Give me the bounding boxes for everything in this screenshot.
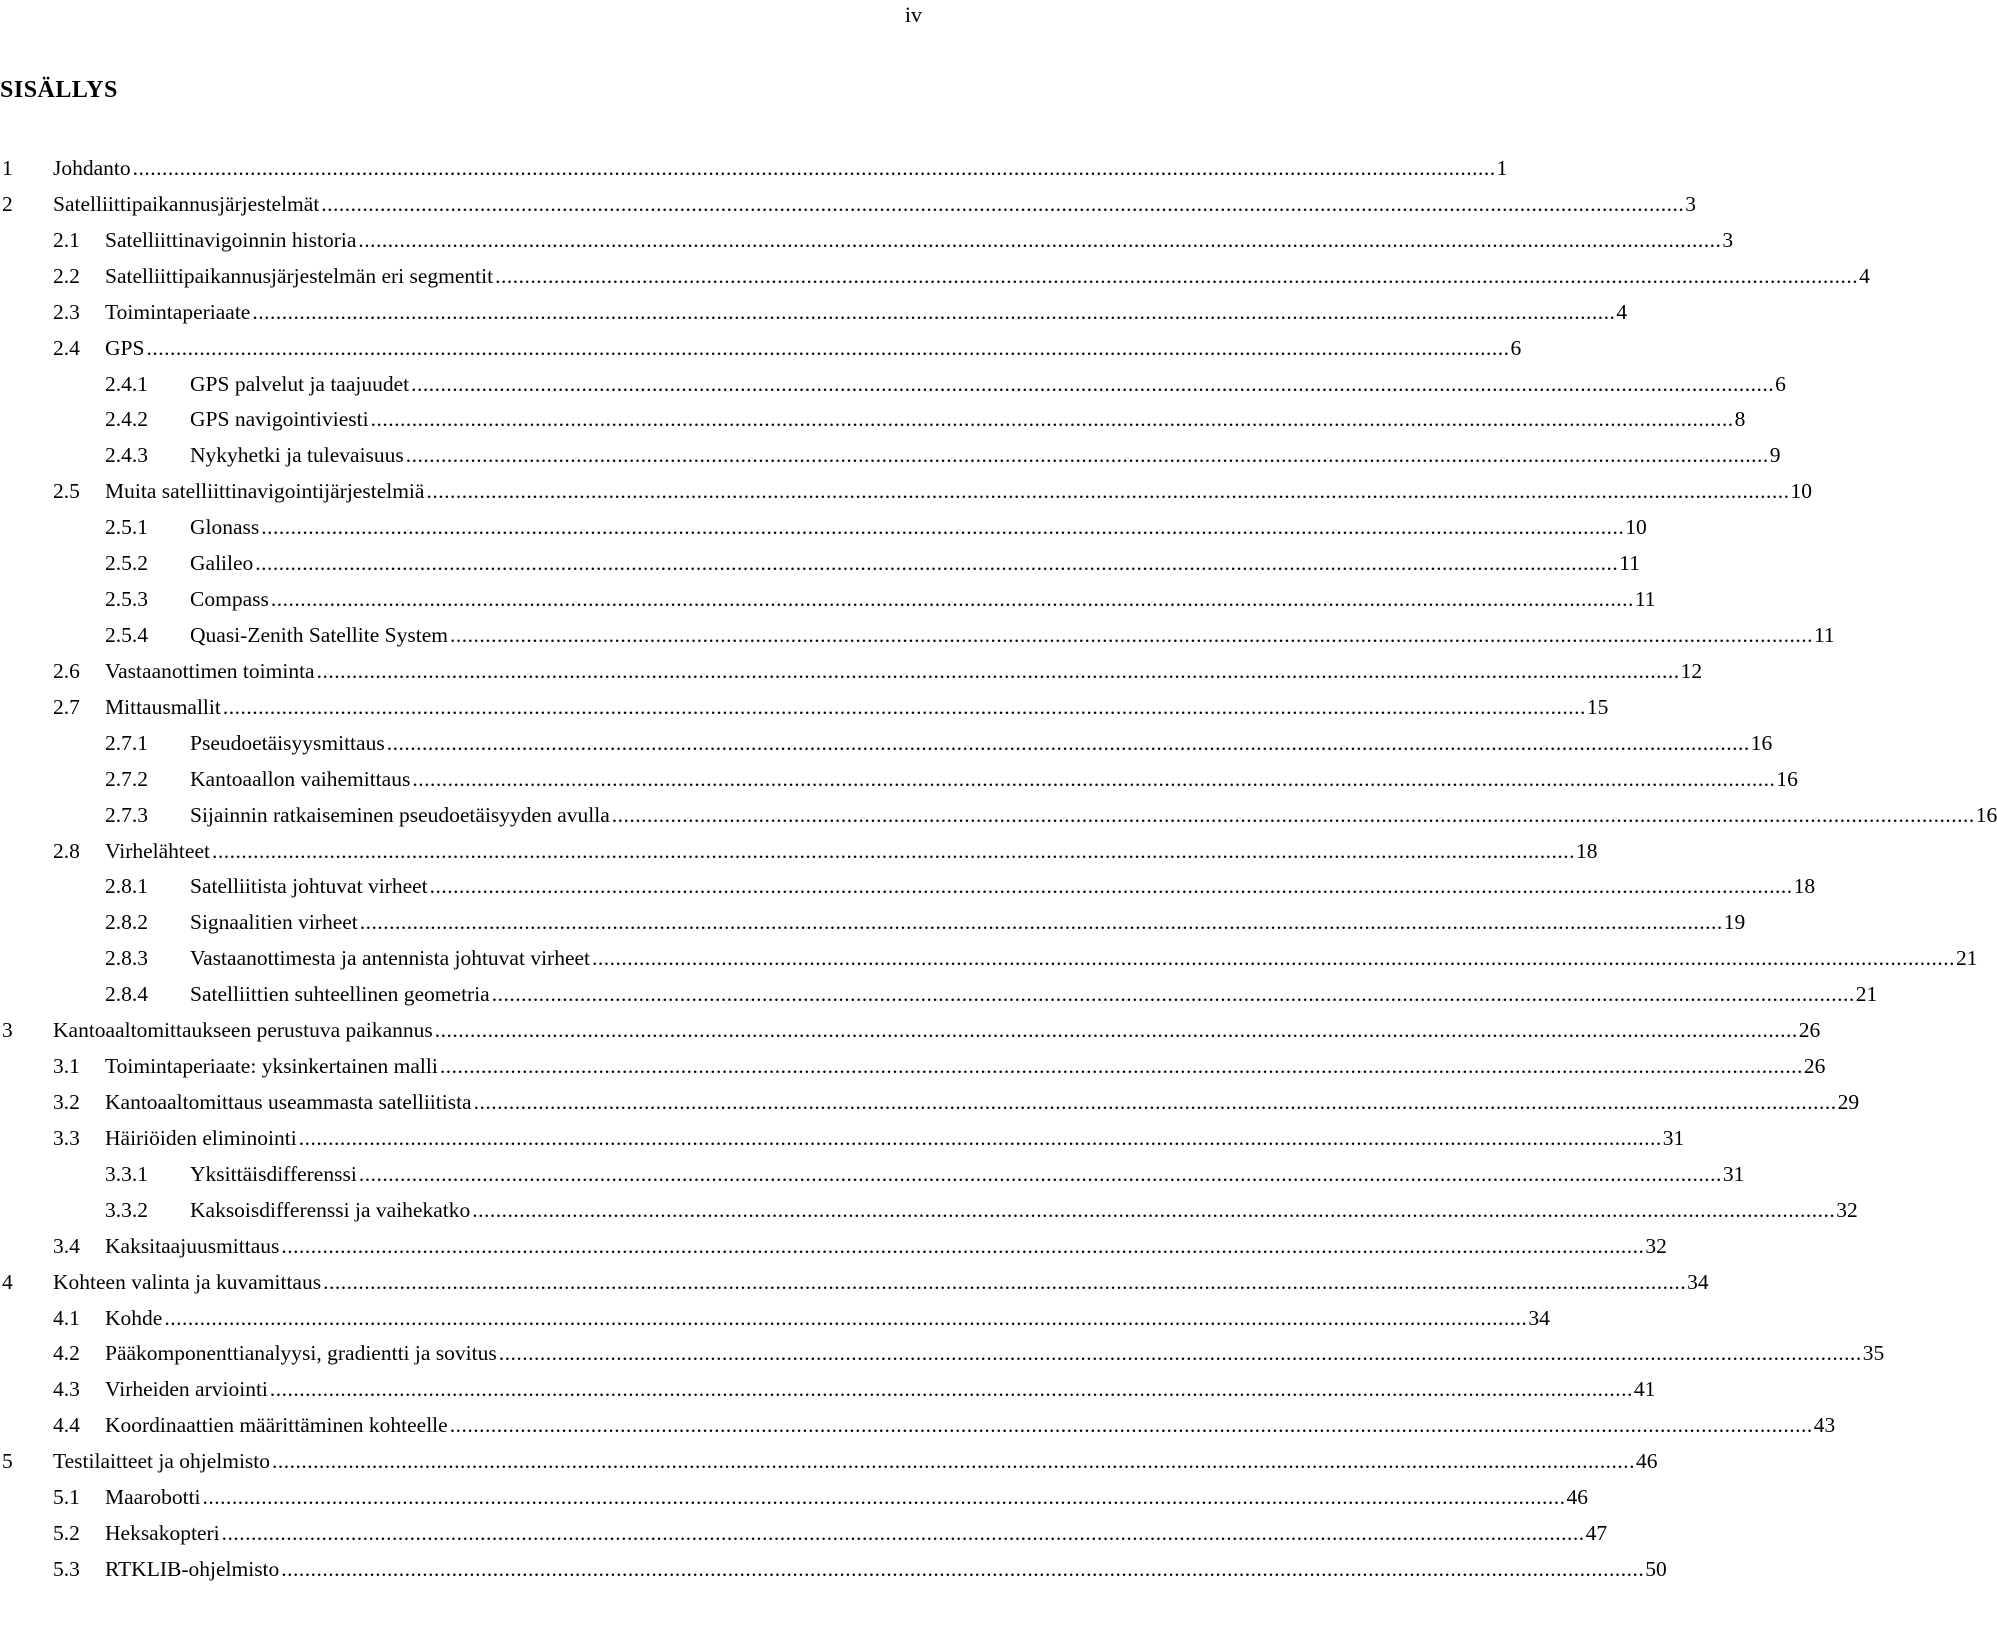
toc-entry-row (105, 333, 1522, 363)
dot-leader: ........................................................................................................................................................................................................................................ (411, 371, 1775, 396)
toc-entry (0, 764, 1798, 800)
toc-entry-title: Testilaitteet ja ohjelmisto (53, 1449, 271, 1474)
toc-entry-row (105, 1374, 1656, 1404)
toc-entry-title: Signaalitien virheet (190, 910, 358, 935)
toc-entry-number: 2.5 (53, 479, 80, 504)
toc-entry-title: Galileo (190, 551, 254, 576)
toc-entry-title: Kantoaaltomittaukseen perustuva paikannus (53, 1018, 433, 1043)
toc-entry-row (105, 225, 1734, 255)
toc-entry-number: 3.3 (53, 1125, 80, 1150)
page-title: SISÄLLYS (0, 77, 118, 103)
dot-leader: ........................................................................................................................................................................................................................................ (281, 1556, 1645, 1581)
dot-leader: ........................................................................................................................................................................................................................................ (298, 1125, 1662, 1150)
dot-leader: ........................................................................................................................................................................................................................................ (316, 658, 1680, 683)
toc-entry-page: 29 (1837, 1089, 1860, 1114)
toc-entry-row (53, 1015, 1821, 1045)
toc-entry-title: Satelliitista johtuvat virheet (190, 874, 428, 899)
toc-entry-page: 34 (1528, 1305, 1550, 1330)
toc-entry-row (105, 1518, 1608, 1548)
toc-entry-row (105, 1482, 1589, 1512)
toc-entry-page: 32 (1836, 1197, 1858, 1222)
toc-entry-number: 2.7.1 (105, 730, 148, 755)
toc-entry-title: Heksakopteri (105, 1521, 220, 1546)
toc-entry-row (53, 1446, 1658, 1476)
toc-entry (0, 1518, 1608, 1554)
toc-entry (0, 189, 1697, 225)
toc-entry-row (105, 1554, 1667, 1584)
toc-entry (0, 404, 1746, 440)
toc-entry (0, 440, 1781, 476)
toc-entry-page: 18 (1575, 838, 1598, 863)
toc-entry-number: 2.8.3 (105, 946, 148, 971)
toc-entry-title: Glonass (190, 515, 260, 540)
toc-entry-page: 10 (1625, 515, 1647, 540)
toc-entry-number: 2.5.2 (105, 551, 148, 576)
dot-leader: ........................................................................................................................................................................................................................................ (146, 335, 1510, 360)
toc-entry-title: Koordinaattien määrittäminen kohteelle (105, 1413, 448, 1438)
toc-entry-number: 3.2 (53, 1089, 80, 1114)
toc-entry-row (190, 369, 1786, 399)
toc-entry (0, 369, 1786, 405)
toc-entry-title: Pseudoetäisyysmittaus (190, 730, 385, 755)
toc-entry-title: Häiriöiden eliminointi (105, 1125, 297, 1150)
toc-entry-page: 3 (1685, 191, 1697, 216)
toc-entry-row (105, 1051, 1826, 1081)
toc-entry-row (190, 512, 1647, 542)
toc-entry-page: 4 (1616, 299, 1628, 324)
toc-entry-number: 2.4.2 (105, 407, 148, 432)
toc-entry (0, 584, 1656, 620)
dot-leader: ........................................................................................................................................................................................................................................ (405, 443, 1769, 468)
toc-entry-page: 11 (1634, 587, 1656, 612)
toc-entry (0, 1374, 1656, 1410)
dot-leader: ........................................................................................................................................................................................................................................ (358, 1161, 1722, 1186)
toc-entry-title: GPS navigointiviesti (190, 407, 369, 432)
toc-entry-number: 2 (2, 191, 13, 216)
toc-entry-title: Vastaanottimesta ja antennista johtuvat virheet (190, 946, 591, 971)
dot-leader: ........................................................................................................................................................................................................................................ (255, 551, 1619, 576)
toc-entry (0, 907, 1746, 943)
dot-leader: ........................................................................................................................................................................................................................................ (211, 838, 1575, 863)
toc-entry-number: 3.1 (53, 1054, 80, 1079)
toc-entry-title: Sijainnin ratkaiseminen pseudoetäisyyden avulla (190, 802, 610, 827)
toc-entry-number: 4.3 (53, 1377, 80, 1402)
toc-entry-title: Compass (190, 587, 269, 612)
toc-entry (0, 261, 1870, 297)
toc-entry-title: Mittausmallit (105, 694, 221, 719)
toc-entry-row (190, 440, 1781, 470)
toc-entry (0, 297, 1628, 333)
toc-entry-number: 3.3.1 (105, 1161, 148, 1186)
toc-entry-row (190, 764, 1798, 794)
dot-leader: ........................................................................................................................................................................................................................................ (491, 982, 1855, 1007)
toc-entry-title: GPS (105, 335, 145, 360)
toc-entry-row (53, 189, 1697, 219)
dot-leader: ........................................................................................................................................................................................................................................ (164, 1305, 1528, 1330)
toc-entry (0, 620, 1835, 656)
toc-entry-title: Kaksoisdifferenssi ja vaihekatko (190, 1197, 471, 1222)
toc-entry-row (190, 548, 1640, 578)
page-number: iv (904, 2, 922, 27)
toc-entry-row (190, 800, 1997, 830)
toc-entry-row (105, 1303, 1550, 1333)
toc-entry-title: Nykyhetki ja tulevaisuus (190, 443, 404, 468)
toc-entry-number: 2.8.4 (105, 982, 148, 1007)
toc-entry (0, 1267, 1709, 1303)
toc-entry-title: Satelliittipaikannusjärjestelmän eri segmentit (105, 263, 494, 288)
dot-leader: ........................................................................................................................................................................................................................................ (495, 263, 1859, 288)
toc-entry-row (190, 979, 1878, 1009)
toc-entry-number: 2.6 (53, 658, 80, 683)
toc-entry (0, 979, 1878, 1015)
toc-entry-title: Kohteen valinta ja kuvamittaus (53, 1269, 322, 1294)
toc-entry-page: 3 (1722, 227, 1734, 252)
toc-entry-row (105, 476, 1812, 506)
toc-entry (0, 1446, 1658, 1482)
toc-entry (0, 548, 1640, 584)
toc-entry (0, 871, 1816, 907)
toc-entry (0, 1015, 1821, 1051)
toc-entry-page: 4 (1859, 263, 1870, 288)
dot-leader: ........................................................................................................................................................................................................................................ (386, 730, 1750, 755)
toc-entry-page: 46 (1566, 1485, 1589, 1510)
toc-entry-number: 2.7 (53, 694, 80, 719)
dot-leader: ........................................................................................................................................................................................................................................ (222, 694, 1586, 719)
dot-leader: ........................................................................................................................................................................................................................................ (261, 515, 1625, 540)
toc-entry-title: Kantoaallon vaihemittaus (190, 766, 411, 791)
toc-entry-title: Vastaanottimen toiminta (105, 658, 315, 683)
toc-entry-row (190, 1195, 1858, 1225)
table-of-contents (0, 153, 1997, 1590)
toc-entry-row (105, 1410, 1836, 1440)
dot-leader: ........................................................................................................................................................................................................................................ (473, 1089, 1837, 1114)
toc-entry (0, 836, 1598, 872)
toc-entry-row (190, 907, 1746, 937)
toc-entry-title: Satelliittien suhteellinen geometria (190, 982, 490, 1007)
toc-entry-number: 2.7.3 (105, 802, 148, 827)
toc-entry-page: 46 (1636, 1449, 1658, 1474)
toc-entry-number: 4.1 (53, 1305, 80, 1330)
dot-leader: ........................................................................................................................................................................................................................................ (359, 910, 1723, 935)
dot-leader: ........................................................................................................................................................................................................................................ (592, 946, 1956, 971)
toc-entry-title: Kohde (105, 1305, 163, 1330)
dot-leader: ........................................................................................................................................................................................................................................ (221, 1521, 1585, 1546)
dot-leader: ........................................................................................................................................................................................................................................ (449, 622, 1813, 647)
toc-entry-row (105, 656, 1703, 686)
toc-entry-row (105, 1231, 1667, 1261)
toc-entry-number: 2.4 (53, 335, 80, 360)
toc-entry-page: 16 (1750, 730, 1773, 755)
dot-leader: ........................................................................................................................................................................................................................................ (370, 407, 1734, 432)
toc-entry-number: 2.4.3 (105, 443, 148, 468)
toc-entry-number: 2.3 (53, 299, 80, 324)
toc-entry-row (105, 836, 1598, 866)
toc-entry-page: 11 (1813, 622, 1835, 647)
toc-entry-number: 2.8.1 (105, 874, 148, 899)
toc-entry-page: 32 (1645, 1233, 1667, 1258)
toc-entry-row (105, 692, 1609, 722)
toc-entry-title: Pääkomponenttianalyysi, gradientti ja sovitus (105, 1341, 497, 1366)
toc-entry-page: 35 (1862, 1341, 1885, 1366)
toc-entry-page: 16 (1776, 766, 1798, 791)
dot-leader: ........................................................................................................................................................................................................................................ (449, 1413, 1813, 1438)
toc-entry-number: 1 (2, 156, 13, 180)
toc-entry (0, 333, 1522, 369)
toc-entry-number: 2.8.2 (105, 910, 148, 935)
dot-leader: ........................................................................................................................................................................................................................................ (358, 227, 1722, 252)
toc-entry-page: 31 (1722, 1161, 1745, 1186)
toc-entry-title: Kantoaaltomittaus useammasta satelliitista (105, 1089, 472, 1114)
toc-entry-row (190, 728, 1773, 758)
toc-entry-row (190, 584, 1656, 614)
toc-entry (0, 1303, 1550, 1339)
toc-entry-number: 2.5.3 (105, 587, 148, 612)
toc-entry-page: 16 (1975, 802, 1997, 827)
dot-leader: ........................................................................................................................................................................................................................................ (321, 191, 1685, 216)
toc-entry-page: 9 (1769, 443, 1781, 468)
toc-entry-page: 50 (1645, 1556, 1667, 1581)
dot-leader: ........................................................................................................................................................................................................................................ (429, 874, 1793, 899)
toc-entry-page: 8 (1734, 407, 1746, 432)
dot-leader: ........................................................................................................................................................................................................................................ (439, 1054, 1803, 1079)
toc-entry-row (105, 297, 1628, 327)
toc-entry-page: 11 (1619, 551, 1640, 576)
toc-entry-row (105, 1123, 1685, 1153)
toc-entry-number: 2.4.1 (105, 371, 148, 396)
toc-entry-page: 6 (1775, 371, 1786, 396)
toc-entry (0, 153, 1508, 189)
toc-entry-number: 5.3 (53, 1556, 80, 1581)
toc-entry-title: Muita satelliittinavigointijärjestelmiä (105, 479, 425, 504)
toc-entry-page: 34 (1687, 1269, 1709, 1294)
toc-entry (0, 1410, 1836, 1446)
toc-entry-title: Virhelähteet (105, 838, 210, 863)
toc-entry (0, 1482, 1589, 1518)
toc-entry-row (105, 261, 1870, 291)
toc-entry-row (53, 1267, 1709, 1297)
toc-entry-page: 31 (1662, 1125, 1685, 1150)
toc-entry-page: 21 (1855, 982, 1878, 1007)
toc-entry-page: 26 (1803, 1054, 1826, 1079)
toc-entry-number: 3.3.2 (105, 1197, 148, 1222)
toc-entry-page: 43 (1813, 1413, 1836, 1438)
dot-leader: ........................................................................................................................................................................................................................................ (426, 479, 1790, 504)
toc-entry (0, 1087, 1860, 1123)
toc-entry (0, 728, 1773, 764)
toc-entry-number: 2.7.2 (105, 766, 148, 791)
dot-leader: ........................................................................................................................................................................................................................................ (323, 1269, 1687, 1294)
toc-entry-row (53, 153, 1508, 183)
dot-leader: ........................................................................................................................................................................................................................................ (202, 1485, 1566, 1510)
toc-entry-page: 6 (1510, 335, 1522, 360)
toc-entry-page: 1 (1496, 156, 1508, 180)
toc-entry-number: 5 (2, 1449, 13, 1474)
toc-entry-page: 12 (1680, 658, 1703, 683)
toc-entry-page: 21 (1956, 946, 1978, 971)
toc-entry-title: RTKLIB-ohjelmisto (105, 1556, 280, 1581)
toc-entry-number: 2.2 (53, 263, 80, 288)
toc-entry-row (190, 404, 1746, 434)
toc-entry (0, 1231, 1667, 1267)
dot-leader: ........................................................................................................................................................................................................................................ (269, 1377, 1633, 1402)
toc-entry (0, 1195, 1858, 1231)
toc-entry-number: 4.4 (53, 1413, 80, 1438)
dot-leader: ........................................................................................................................................................................................................................................ (498, 1341, 1862, 1366)
dot-leader: ........................................................................................................................................................................................................................................ (252, 299, 1616, 324)
toc-entry-page: 26 (1798, 1018, 1821, 1043)
toc-entry-number: 2.5.4 (105, 622, 148, 647)
toc-entry (0, 692, 1609, 728)
toc-entry-page: 41 (1633, 1377, 1656, 1402)
toc-entry-page: 18 (1793, 874, 1816, 899)
toc-entry (0, 512, 1647, 548)
dot-leader: ........................................................................................................................................................................................................................................ (472, 1197, 1836, 1222)
toc-entry-number: 5.1 (53, 1485, 80, 1510)
toc-entry-title: Satelliittinavigoinnin historia (105, 227, 357, 252)
toc-entry-title: Satelliittipaikannusjärjestelmät (53, 191, 320, 216)
dot-leader: ........................................................................................................................................................................................................................................ (434, 1018, 1798, 1043)
toc-entry-number: 4 (2, 1269, 13, 1294)
toc-entry-title: GPS palvelut ja taajuudet (190, 371, 410, 396)
toc-entry-number: 4.2 (53, 1341, 80, 1366)
toc-entry-number: 3.4 (53, 1233, 80, 1258)
toc-entry (0, 1554, 1667, 1590)
toc-entry (0, 225, 1734, 261)
toc-entry-row (105, 1338, 1885, 1368)
toc-entry-title: Kaksitaajuusmittaus (105, 1233, 280, 1258)
dot-leader: ........................................................................................................................................................................................................................................ (611, 802, 1975, 827)
toc-entry-number: 2.5.1 (105, 515, 148, 540)
toc-entry (0, 1338, 1885, 1374)
toc-entry-title: Toimintaperiaate (105, 299, 251, 324)
toc-entry-page: 19 (1723, 910, 1746, 935)
toc-entry (0, 656, 1703, 692)
toc-entry-title: Virheiden arviointi (105, 1377, 268, 1402)
toc-entry-page: 15 (1586, 694, 1609, 719)
toc-entry-row (105, 1087, 1860, 1117)
dot-leader: ........................................................................................................................................................................................................................................ (270, 587, 1634, 612)
toc-entry-row (190, 620, 1835, 650)
toc-entry (0, 1123, 1685, 1159)
dot-leader: ........................................................................................................................................................................................................................................ (412, 766, 1776, 791)
toc-entry (0, 943, 1978, 979)
toc-entry (0, 1051, 1826, 1087)
toc-entry-title: Johdanto (53, 156, 131, 180)
toc-entry-number: 3 (2, 1018, 13, 1043)
toc-entry-title: Quasi-Zenith Satellite System (190, 622, 448, 647)
toc-entry-row (190, 871, 1816, 901)
dot-leader: ........................................................................................................................................................................................................................................ (281, 1233, 1645, 1258)
toc-entry-page: 10 (1790, 479, 1812, 504)
toc-entry (0, 800, 1997, 836)
toc-entry-number: 5.2 (53, 1521, 80, 1546)
toc-entry-row (190, 943, 1978, 973)
toc-entry-title: Yksittäisdifferenssi (190, 1161, 357, 1186)
toc-entry-row (190, 1159, 1745, 1189)
dot-leader: ........................................................................................................................................................................................................................................ (132, 156, 1496, 180)
dot-leader: ........................................................................................................................................................................................................................................ (272, 1449, 1636, 1474)
toc-entry-number: 2.8 (53, 838, 80, 863)
toc-entry-title: Maarobotti (105, 1485, 201, 1510)
toc-entry-page: 47 (1585, 1521, 1608, 1546)
toc-entry-title: Toimintaperiaate: yksinkertainen malli (105, 1054, 438, 1079)
toc-entry (0, 1159, 1745, 1195)
toc-entry (0, 476, 1812, 512)
toc-entry-number: 2.1 (53, 227, 80, 252)
